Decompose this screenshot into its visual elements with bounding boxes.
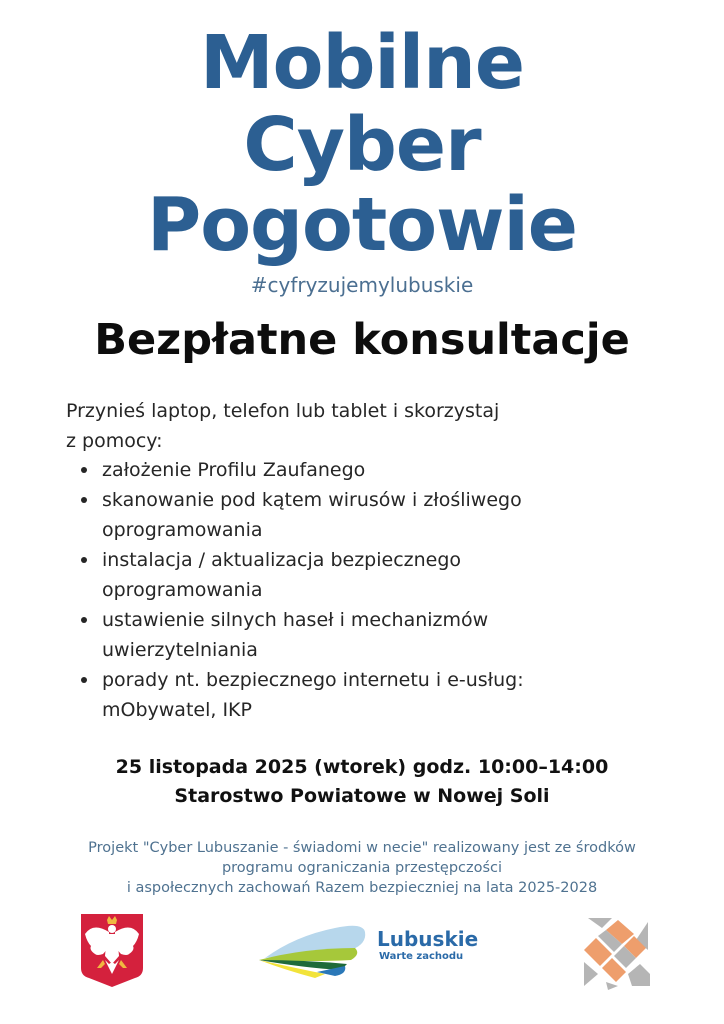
funding-note-line-2: programu ograniczania przestępczości (221, 860, 503, 876)
list-item-line-1: porady nt. bezpiecznego internetu i e-usług: (102, 669, 524, 691)
event-datetime: 25 listopada 2025 (wtorek) godz. 10:00–14:00 (115, 756, 609, 778)
title-line-3: Pogotowie (146, 182, 577, 268)
list-item (78, 545, 678, 605)
list-item-line-2: oprogramowania (102, 519, 263, 541)
bullet-icon (81, 497, 87, 503)
list-item (78, 485, 678, 545)
lubuskie-tagline: Warte zachodu (379, 951, 464, 962)
bullet-icon (81, 557, 87, 563)
services-list (78, 455, 678, 725)
title-line-2: Cyber (243, 102, 481, 188)
title-line-1: Mobilne (199, 20, 525, 106)
list-item (78, 605, 678, 665)
hashtag: #cyfryzujemylubuskie (250, 273, 474, 297)
list-item (78, 665, 678, 725)
list-item-line-2: oprogramowania (102, 579, 263, 601)
list-item-line-2: uwierzytelniania (102, 639, 258, 661)
event-location: Starostwo Powiatowe w Nowej Soli (174, 785, 550, 807)
lubuskie-name: Lubuskie (377, 927, 479, 951)
project-geometric-logo-icon (578, 912, 654, 992)
list-item-line-1: ustawienie silnych haseł i mechanizmów (102, 609, 489, 631)
funding-note (0, 838, 724, 898)
bullet-icon (81, 677, 87, 683)
bullet-icon (81, 617, 87, 623)
funding-note-line-1: Projekt "Cyber Lubuszanie - świadomi w necie" realizowany jest ze środków (88, 840, 636, 856)
intro-line-1: Przynieś laptop, telefon lub tablet i skorzystaj (66, 400, 500, 422)
bullet-icon (81, 467, 87, 473)
intro-line-2: z pomocy: (66, 430, 163, 452)
list-item (78, 455, 678, 485)
list-item-line-2: mObywatel, IKP (102, 699, 252, 721)
list-item-line-1: skanowanie pod kątem wirusów i złośliwego (102, 489, 522, 511)
funding-note-line-3: i aspołecznych zachowań Razem bezpieczniej na lata 2025-2028 (126, 880, 598, 896)
subtitle: Bezpłatne konsultacje (94, 315, 630, 365)
polish-eagle-emblem-icon (79, 912, 145, 988)
intro-text (66, 396, 666, 456)
lubuskie-logo (255, 918, 479, 980)
lubuskie-landscape-icon (255, 918, 375, 980)
list-item-line-1: instalacja / aktualizacja bezpiecznego (102, 549, 462, 571)
list-item-line-1: założenie Profilu Zaufanego (102, 459, 366, 481)
